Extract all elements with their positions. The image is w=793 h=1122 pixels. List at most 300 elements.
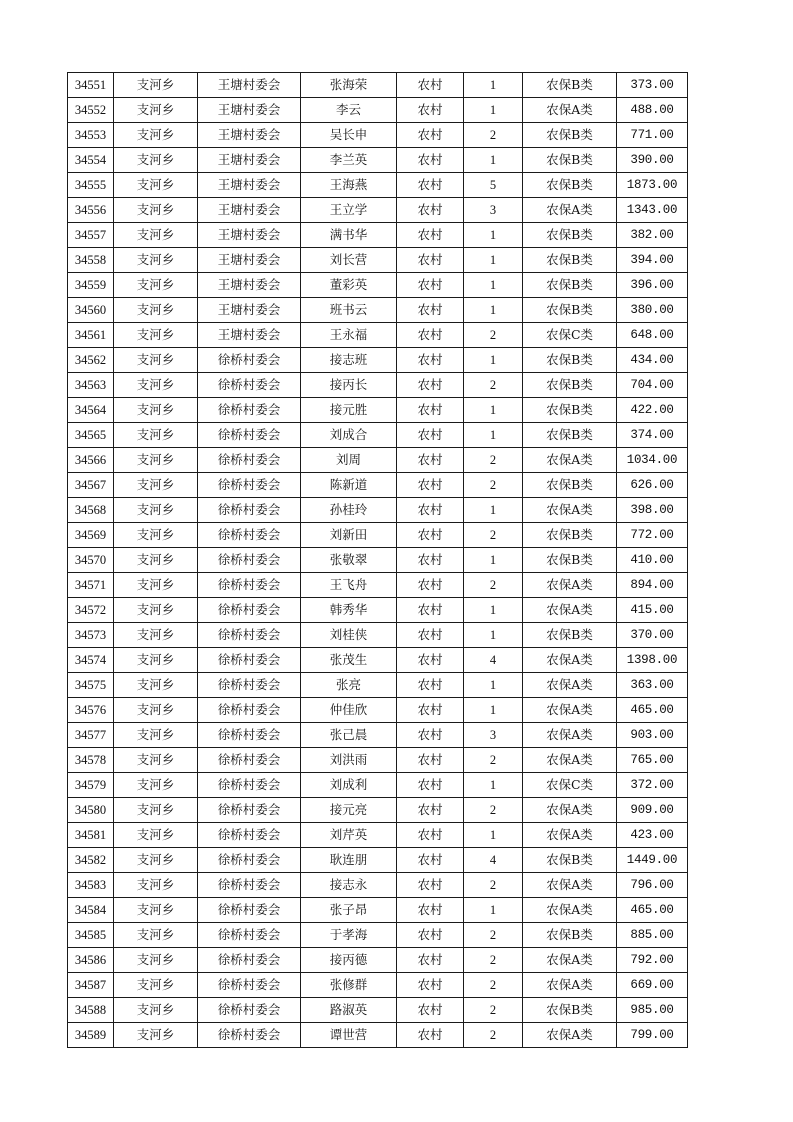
record-id-cell: 34582 xyxy=(68,848,114,873)
table-row xyxy=(68,873,688,898)
household-count-cell: 2 xyxy=(464,973,523,998)
household-count-cell: 1 xyxy=(464,773,523,798)
residence-type-cell: 农村 xyxy=(397,748,464,773)
amount-cell: 799.00 xyxy=(617,1023,688,1048)
residence-type-cell: 农村 xyxy=(397,298,464,323)
residence-type-cell: 农村 xyxy=(397,848,464,873)
village-committee-cell: 徐桥村委会 xyxy=(198,573,301,598)
insurance-category-cell: 农保A类 xyxy=(523,673,617,698)
record-id-cell: 34587 xyxy=(68,973,114,998)
residence-type-cell: 农村 xyxy=(397,823,464,848)
village-committee-cell: 王塘村委会 xyxy=(198,148,301,173)
residence-type-cell: 农村 xyxy=(397,423,464,448)
record-id-cell: 34563 xyxy=(68,373,114,398)
township-cell: 支河乡 xyxy=(114,398,198,423)
village-committee-cell: 王塘村委会 xyxy=(198,73,301,98)
record-id-cell: 34566 xyxy=(68,448,114,473)
amount-cell: 390.00 xyxy=(617,148,688,173)
residence-type-cell: 农村 xyxy=(397,348,464,373)
record-id-cell: 34562 xyxy=(68,348,114,373)
amount-cell: 1343.00 xyxy=(617,198,688,223)
table-row xyxy=(68,923,688,948)
township-cell: 支河乡 xyxy=(114,823,198,848)
record-id-cell: 34589 xyxy=(68,1023,114,1048)
residence-type-cell: 农村 xyxy=(397,773,464,798)
household-count-cell: 1 xyxy=(464,298,523,323)
amount-cell: 796.00 xyxy=(617,873,688,898)
amount-cell: 772.00 xyxy=(617,523,688,548)
person-name-cell: 于孝海 xyxy=(301,923,397,948)
household-count-cell: 2 xyxy=(464,573,523,598)
residence-type-cell: 农村 xyxy=(397,673,464,698)
household-count-cell: 1 xyxy=(464,348,523,373)
insurance-category-cell: 农保B类 xyxy=(523,923,617,948)
village-committee-cell: 徐桥村委会 xyxy=(198,398,301,423)
township-cell: 支河乡 xyxy=(114,98,198,123)
village-committee-cell: 王塘村委会 xyxy=(198,298,301,323)
table-row xyxy=(68,573,688,598)
person-name-cell: 班书云 xyxy=(301,298,397,323)
township-cell: 支河乡 xyxy=(114,323,198,348)
township-cell: 支河乡 xyxy=(114,923,198,948)
village-committee-cell: 徐桥村委会 xyxy=(198,998,301,1023)
insurance-category-cell: 农保B类 xyxy=(523,548,617,573)
residence-type-cell: 农村 xyxy=(397,373,464,398)
record-id-cell: 34554 xyxy=(68,148,114,173)
residence-type-cell: 农村 xyxy=(397,923,464,948)
person-name-cell: 接丙德 xyxy=(301,948,397,973)
table-row xyxy=(68,948,688,973)
household-count-cell: 2 xyxy=(464,323,523,348)
record-id-cell: 34577 xyxy=(68,723,114,748)
township-cell: 支河乡 xyxy=(114,598,198,623)
amount-cell: 465.00 xyxy=(617,898,688,923)
insurance-category-cell: 农保C类 xyxy=(523,773,617,798)
amount-cell: 1873.00 xyxy=(617,173,688,198)
amount-cell: 382.00 xyxy=(617,223,688,248)
household-count-cell: 2 xyxy=(464,123,523,148)
person-name-cell: 接元胜 xyxy=(301,398,397,423)
township-cell: 支河乡 xyxy=(114,548,198,573)
record-id-cell: 34558 xyxy=(68,248,114,273)
person-name-cell: 孙桂玲 xyxy=(301,498,397,523)
insurance-category-cell: 农保A类 xyxy=(523,823,617,848)
household-count-cell: 1 xyxy=(464,548,523,573)
table-row xyxy=(68,698,688,723)
record-id-cell: 34581 xyxy=(68,823,114,848)
record-id-cell: 34565 xyxy=(68,423,114,448)
residence-type-cell: 农村 xyxy=(397,248,464,273)
record-id-cell: 34555 xyxy=(68,173,114,198)
amount-cell: 894.00 xyxy=(617,573,688,598)
township-cell: 支河乡 xyxy=(114,498,198,523)
village-committee-cell: 徐桥村委会 xyxy=(198,648,301,673)
record-id-cell: 34575 xyxy=(68,673,114,698)
household-count-cell: 2 xyxy=(464,748,523,773)
township-cell: 支河乡 xyxy=(114,348,198,373)
village-committee-cell: 王塘村委会 xyxy=(198,248,301,273)
person-name-cell: 刘成利 xyxy=(301,773,397,798)
table-body xyxy=(68,73,688,1048)
residence-type-cell: 农村 xyxy=(397,523,464,548)
residence-type-cell: 农村 xyxy=(397,223,464,248)
record-id-cell: 34559 xyxy=(68,273,114,298)
table-row xyxy=(68,473,688,498)
household-count-cell: 1 xyxy=(464,73,523,98)
insurance-category-cell: 农保C类 xyxy=(523,323,617,348)
person-name-cell: 陈新道 xyxy=(301,473,397,498)
record-id-cell: 34586 xyxy=(68,948,114,973)
amount-cell: 1034.00 xyxy=(617,448,688,473)
insurance-category-cell: 农保B类 xyxy=(523,998,617,1023)
township-cell: 支河乡 xyxy=(114,648,198,673)
insurance-category-cell: 农保B类 xyxy=(523,298,617,323)
table-row xyxy=(68,198,688,223)
insurance-category-cell: 农保B类 xyxy=(523,423,617,448)
residence-type-cell: 农村 xyxy=(397,173,464,198)
person-name-cell: 韩秀华 xyxy=(301,598,397,623)
amount-cell: 370.00 xyxy=(617,623,688,648)
residence-type-cell: 农村 xyxy=(397,198,464,223)
residence-type-cell: 农村 xyxy=(397,648,464,673)
record-id-cell: 34553 xyxy=(68,123,114,148)
record-id-cell: 34568 xyxy=(68,498,114,523)
household-count-cell: 2 xyxy=(464,448,523,473)
table-row xyxy=(68,323,688,348)
insurance-category-cell: 农保B类 xyxy=(523,173,617,198)
table-row xyxy=(68,548,688,573)
village-committee-cell: 王塘村委会 xyxy=(198,98,301,123)
village-committee-cell: 王塘村委会 xyxy=(198,173,301,198)
record-id-cell: 34584 xyxy=(68,898,114,923)
insurance-category-cell: 农保B类 xyxy=(523,348,617,373)
village-committee-cell: 徐桥村委会 xyxy=(198,698,301,723)
household-count-cell: 1 xyxy=(464,98,523,123)
insurance-category-cell: 农保A类 xyxy=(523,698,617,723)
person-name-cell: 刘周 xyxy=(301,448,397,473)
village-committee-cell: 徐桥村委会 xyxy=(198,548,301,573)
village-committee-cell: 王塘村委会 xyxy=(198,323,301,348)
township-cell: 支河乡 xyxy=(114,473,198,498)
person-name-cell: 王永福 xyxy=(301,323,397,348)
person-name-cell: 张茂生 xyxy=(301,648,397,673)
amount-cell: 422.00 xyxy=(617,398,688,423)
person-name-cell: 路淑英 xyxy=(301,998,397,1023)
insurance-category-cell: 农保B类 xyxy=(523,473,617,498)
insurance-category-cell: 农保A类 xyxy=(523,573,617,598)
township-cell: 支河乡 xyxy=(114,448,198,473)
township-cell: 支河乡 xyxy=(114,798,198,823)
township-cell: 支河乡 xyxy=(114,698,198,723)
person-name-cell: 李云 xyxy=(301,98,397,123)
insurance-category-cell: 农保B类 xyxy=(523,848,617,873)
residence-type-cell: 农村 xyxy=(397,273,464,298)
household-count-cell: 5 xyxy=(464,173,523,198)
insurance-category-cell: 农保B类 xyxy=(523,248,617,273)
amount-cell: 648.00 xyxy=(617,323,688,348)
amount-cell: 394.00 xyxy=(617,248,688,273)
table-row xyxy=(68,798,688,823)
record-id-cell: 34580 xyxy=(68,798,114,823)
record-id-cell: 34570 xyxy=(68,548,114,573)
amount-cell: 415.00 xyxy=(617,598,688,623)
insurance-category-cell: 农保A类 xyxy=(523,748,617,773)
household-count-cell: 2 xyxy=(464,873,523,898)
person-name-cell: 王飞舟 xyxy=(301,573,397,598)
person-name-cell: 张己晨 xyxy=(301,723,397,748)
household-count-cell: 1 xyxy=(464,423,523,448)
table-row xyxy=(68,373,688,398)
table-row xyxy=(68,223,688,248)
table-row xyxy=(68,623,688,648)
insurance-category-cell: 农保A类 xyxy=(523,198,617,223)
village-committee-cell: 徐桥村委会 xyxy=(198,723,301,748)
insurance-category-cell: 农保A类 xyxy=(523,648,617,673)
table-row xyxy=(68,173,688,198)
record-id-cell: 34551 xyxy=(68,73,114,98)
household-count-cell: 1 xyxy=(464,498,523,523)
village-committee-cell: 徐桥村委会 xyxy=(198,623,301,648)
village-committee-cell: 徐桥村委会 xyxy=(198,773,301,798)
residence-type-cell: 农村 xyxy=(397,398,464,423)
insurance-category-cell: 农保A类 xyxy=(523,448,617,473)
residence-type-cell: 农村 xyxy=(397,1023,464,1048)
insurance-category-cell: 农保A类 xyxy=(523,948,617,973)
township-cell: 支河乡 xyxy=(114,198,198,223)
township-cell: 支河乡 xyxy=(114,973,198,998)
table-row xyxy=(68,648,688,673)
village-committee-cell: 徐桥村委会 xyxy=(198,598,301,623)
household-count-cell: 4 xyxy=(464,848,523,873)
table-row xyxy=(68,148,688,173)
village-committee-cell: 徐桥村委会 xyxy=(198,923,301,948)
amount-cell: 372.00 xyxy=(617,773,688,798)
record-id-cell: 34576 xyxy=(68,698,114,723)
person-name-cell: 张修群 xyxy=(301,973,397,998)
residence-type-cell: 农村 xyxy=(397,548,464,573)
person-name-cell: 刘成合 xyxy=(301,423,397,448)
insurance-category-cell: 农保B类 xyxy=(523,623,617,648)
township-cell: 支河乡 xyxy=(114,373,198,398)
residence-type-cell: 农村 xyxy=(397,698,464,723)
village-committee-cell: 徐桥村委会 xyxy=(198,973,301,998)
person-name-cell: 接丙长 xyxy=(301,373,397,398)
insurance-category-cell: 农保B类 xyxy=(523,373,617,398)
household-count-cell: 2 xyxy=(464,923,523,948)
residence-type-cell: 农村 xyxy=(397,73,464,98)
township-cell: 支河乡 xyxy=(114,273,198,298)
table-row xyxy=(68,723,688,748)
household-count-cell: 2 xyxy=(464,373,523,398)
household-count-cell: 1 xyxy=(464,248,523,273)
beneficiary-table xyxy=(67,72,688,1048)
person-name-cell: 刘桂侠 xyxy=(301,623,397,648)
amount-cell: 488.00 xyxy=(617,98,688,123)
person-name-cell: 张亮 xyxy=(301,673,397,698)
person-name-cell: 吴长申 xyxy=(301,123,397,148)
table-row xyxy=(68,1023,688,1048)
person-name-cell: 李兰英 xyxy=(301,148,397,173)
table-row xyxy=(68,423,688,448)
residence-type-cell: 农村 xyxy=(397,973,464,998)
table-row xyxy=(68,273,688,298)
amount-cell: 410.00 xyxy=(617,548,688,573)
table-row xyxy=(68,748,688,773)
amount-cell: 771.00 xyxy=(617,123,688,148)
amount-cell: 792.00 xyxy=(617,948,688,973)
person-name-cell: 刘长营 xyxy=(301,248,397,273)
record-id-cell: 34585 xyxy=(68,923,114,948)
insurance-category-cell: 农保B类 xyxy=(523,273,617,298)
township-cell: 支河乡 xyxy=(114,898,198,923)
insurance-category-cell: 农保B类 xyxy=(523,123,617,148)
insurance-category-cell: 农保B类 xyxy=(523,523,617,548)
village-committee-cell: 徐桥村委会 xyxy=(198,823,301,848)
amount-cell: 765.00 xyxy=(617,748,688,773)
insurance-category-cell: 农保A类 xyxy=(523,98,617,123)
residence-type-cell: 农村 xyxy=(397,873,464,898)
household-count-cell: 1 xyxy=(464,398,523,423)
insurance-category-cell: 农保B类 xyxy=(523,223,617,248)
table-row xyxy=(68,823,688,848)
township-cell: 支河乡 xyxy=(114,1023,198,1048)
household-count-cell: 1 xyxy=(464,823,523,848)
person-name-cell: 刘芹英 xyxy=(301,823,397,848)
insurance-category-cell: 农保B类 xyxy=(523,398,617,423)
person-name-cell: 张子昂 xyxy=(301,898,397,923)
amount-cell: 909.00 xyxy=(617,798,688,823)
township-cell: 支河乡 xyxy=(114,948,198,973)
person-name-cell: 谭世营 xyxy=(301,1023,397,1048)
residence-type-cell: 农村 xyxy=(397,598,464,623)
village-committee-cell: 徐桥村委会 xyxy=(198,798,301,823)
township-cell: 支河乡 xyxy=(114,73,198,98)
township-cell: 支河乡 xyxy=(114,248,198,273)
person-name-cell: 张敬翠 xyxy=(301,548,397,573)
table-row xyxy=(68,398,688,423)
residence-type-cell: 农村 xyxy=(397,798,464,823)
table-row xyxy=(68,298,688,323)
table-row xyxy=(68,673,688,698)
residence-type-cell: 农村 xyxy=(397,323,464,348)
amount-cell: 374.00 xyxy=(617,423,688,448)
residence-type-cell: 农村 xyxy=(397,723,464,748)
person-name-cell: 接元亮 xyxy=(301,798,397,823)
person-name-cell: 刘新田 xyxy=(301,523,397,548)
household-count-cell: 3 xyxy=(464,198,523,223)
township-cell: 支河乡 xyxy=(114,573,198,598)
record-id-cell: 34583 xyxy=(68,873,114,898)
person-name-cell: 董彩英 xyxy=(301,273,397,298)
household-count-cell: 1 xyxy=(464,623,523,648)
township-cell: 支河乡 xyxy=(114,173,198,198)
village-committee-cell: 徐桥村委会 xyxy=(198,898,301,923)
table-row xyxy=(68,598,688,623)
table-row xyxy=(68,348,688,373)
person-name-cell: 仲佳欣 xyxy=(301,698,397,723)
household-count-cell: 3 xyxy=(464,723,523,748)
village-committee-cell: 王塘村委会 xyxy=(198,123,301,148)
township-cell: 支河乡 xyxy=(114,223,198,248)
table-row xyxy=(68,773,688,798)
amount-cell: 434.00 xyxy=(617,348,688,373)
table-row xyxy=(68,98,688,123)
village-committee-cell: 徐桥村委会 xyxy=(198,473,301,498)
table-row xyxy=(68,523,688,548)
residence-type-cell: 农村 xyxy=(397,573,464,598)
record-id-cell: 34574 xyxy=(68,648,114,673)
insurance-category-cell: 农保B类 xyxy=(523,73,617,98)
residence-type-cell: 农村 xyxy=(397,998,464,1023)
table-row xyxy=(68,448,688,473)
household-count-cell: 1 xyxy=(464,148,523,173)
insurance-category-cell: 农保A类 xyxy=(523,1023,617,1048)
record-id-cell: 34571 xyxy=(68,573,114,598)
village-committee-cell: 徐桥村委会 xyxy=(198,948,301,973)
amount-cell: 398.00 xyxy=(617,498,688,523)
insurance-category-cell: 农保A类 xyxy=(523,873,617,898)
household-count-cell: 2 xyxy=(464,473,523,498)
insurance-category-cell: 农保A类 xyxy=(523,898,617,923)
township-cell: 支河乡 xyxy=(114,723,198,748)
record-id-cell: 34560 xyxy=(68,298,114,323)
table-row xyxy=(68,898,688,923)
record-id-cell: 34588 xyxy=(68,998,114,1023)
township-cell: 支河乡 xyxy=(114,873,198,898)
table-row xyxy=(68,248,688,273)
township-cell: 支河乡 xyxy=(114,748,198,773)
amount-cell: 423.00 xyxy=(617,823,688,848)
township-cell: 支河乡 xyxy=(114,848,198,873)
village-committee-cell: 徐桥村委会 xyxy=(198,423,301,448)
amount-cell: 363.00 xyxy=(617,673,688,698)
township-cell: 支河乡 xyxy=(114,523,198,548)
household-count-cell: 1 xyxy=(464,673,523,698)
village-committee-cell: 徐桥村委会 xyxy=(198,498,301,523)
household-count-cell: 1 xyxy=(464,273,523,298)
record-id-cell: 34557 xyxy=(68,223,114,248)
amount-cell: 396.00 xyxy=(617,273,688,298)
insurance-category-cell: 农保A类 xyxy=(523,598,617,623)
record-id-cell: 34579 xyxy=(68,773,114,798)
household-count-cell: 1 xyxy=(464,698,523,723)
village-committee-cell: 徐桥村委会 xyxy=(198,748,301,773)
person-name-cell: 接志班 xyxy=(301,348,397,373)
household-count-cell: 1 xyxy=(464,898,523,923)
record-id-cell: 34567 xyxy=(68,473,114,498)
village-committee-cell: 徐桥村委会 xyxy=(198,1023,301,1048)
person-name-cell: 张海荣 xyxy=(301,73,397,98)
township-cell: 支河乡 xyxy=(114,673,198,698)
township-cell: 支河乡 xyxy=(114,998,198,1023)
record-id-cell: 34573 xyxy=(68,623,114,648)
record-id-cell: 34569 xyxy=(68,523,114,548)
person-name-cell: 耿连朋 xyxy=(301,848,397,873)
record-id-cell: 34552 xyxy=(68,98,114,123)
amount-cell: 373.00 xyxy=(617,73,688,98)
record-id-cell: 34556 xyxy=(68,198,114,223)
record-id-cell: 34578 xyxy=(68,748,114,773)
household-count-cell: 1 xyxy=(464,598,523,623)
township-cell: 支河乡 xyxy=(114,423,198,448)
amount-cell: 380.00 xyxy=(617,298,688,323)
village-committee-cell: 徐桥村委会 xyxy=(198,873,301,898)
household-count-cell: 2 xyxy=(464,1023,523,1048)
village-committee-cell: 徐桥村委会 xyxy=(198,673,301,698)
residence-type-cell: 农村 xyxy=(397,98,464,123)
table-row xyxy=(68,123,688,148)
village-committee-cell: 王塘村委会 xyxy=(198,273,301,298)
